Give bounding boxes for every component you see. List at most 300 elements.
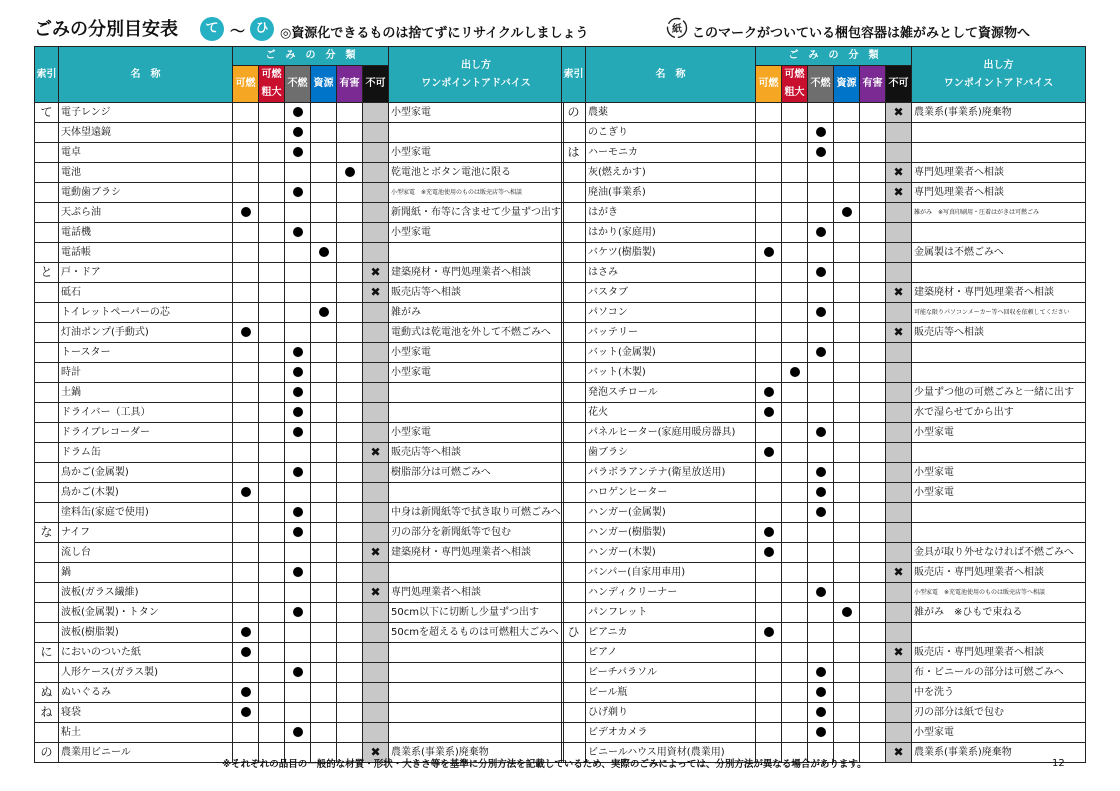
funen-mark-cell (808, 203, 834, 223)
yugai-mark-cell (860, 563, 886, 583)
yugai-mark-cell (337, 623, 363, 643)
table-row (562, 543, 1086, 563)
kanen-mark-cell (233, 143, 259, 163)
index-cell (35, 383, 59, 403)
index-cell (562, 663, 586, 683)
shigen-mark-cell (311, 183, 337, 203)
index-cell (35, 223, 59, 243)
dot-mark-icon (293, 347, 303, 357)
fuka-mark-cell (363, 523, 389, 543)
dot-mark-icon (241, 647, 251, 657)
yugai-mark-cell (337, 663, 363, 683)
funen-mark-cell (285, 143, 311, 163)
item-name: ドライバー（工具） (59, 403, 233, 423)
sodai-header: 可燃 粗大 (259, 66, 285, 103)
sodai-mark-cell (259, 603, 285, 623)
shigen-mark-cell (834, 663, 860, 683)
index-cell (562, 283, 586, 303)
yugai-mark-cell (337, 223, 363, 243)
kanen-header: 可燃 (233, 66, 259, 103)
index-cell (35, 343, 59, 363)
funen-mark-cell (808, 303, 834, 323)
advice-text: 農業系(事業系)廃棄物 (912, 743, 1086, 763)
item-name: パネルヒーター(家庭用暖房器具) (586, 423, 756, 443)
funen-mark-cell (808, 243, 834, 263)
dot-mark-icon (816, 427, 826, 437)
yugai-mark-cell (337, 323, 363, 343)
advice-text (389, 483, 564, 503)
advice-text: 雑がみ (389, 303, 564, 323)
funen-mark-cell (285, 303, 311, 323)
funen-mark-cell (808, 463, 834, 483)
fuka-mark-cell (363, 343, 389, 363)
funen-mark-cell (285, 543, 311, 563)
funen-mark-cell (808, 603, 834, 623)
fuka-mark-cell (363, 403, 389, 423)
item-name: 鍋 (59, 563, 233, 583)
fuka-mark-cell (886, 203, 912, 223)
fuka-mark-cell (886, 463, 912, 483)
shigen-header: 資源 (311, 66, 337, 103)
sodai-mark-cell (259, 463, 285, 483)
index-cell (35, 403, 59, 423)
yugai-mark-cell (860, 163, 886, 183)
item-name: 粘土 (59, 723, 233, 743)
advice-text (912, 443, 1086, 463)
kanen-mark-cell (233, 223, 259, 243)
dot-mark-icon (790, 367, 800, 377)
fuka-mark-cell (886, 303, 912, 323)
fuka-mark-cell (363, 443, 389, 463)
item-name: ビール瓶 (586, 683, 756, 703)
yugai-mark-cell (860, 623, 886, 643)
item-name: ドライブレコーダー (59, 423, 233, 443)
fuka-mark-cell (886, 623, 912, 643)
funen-mark-cell (285, 323, 311, 343)
yugai-mark-cell (860, 283, 886, 303)
fuka-mark-cell (363, 583, 389, 603)
kanen-mark-cell (756, 683, 782, 703)
advice-text (389, 563, 564, 583)
yugai-mark-cell (860, 323, 886, 343)
fuka-mark-cell (363, 103, 389, 123)
dot-mark-icon (816, 307, 826, 317)
yugai-mark-cell (860, 483, 886, 503)
range-tilde: ～ (230, 22, 246, 40)
item-name: パラボラアンテナ(衛星放送用) (586, 463, 756, 483)
kanen-mark-cell (756, 643, 782, 663)
yugai-mark-cell (337, 363, 363, 383)
shigen-mark-cell (311, 723, 337, 743)
kanen-mark-cell (233, 203, 259, 223)
advice-text (912, 263, 1086, 283)
fuka-mark-cell (886, 183, 912, 203)
item-name: ハンガー(金属製) (586, 503, 756, 523)
advice-text: 販売店等へ相談 (912, 323, 1086, 343)
advice-text: 小型家電 ※充電池使用のものは販売店等へ相談 (912, 583, 1086, 603)
kanen-mark-cell (756, 323, 782, 343)
yugai-mark-cell (860, 303, 886, 323)
fuka-mark-cell (886, 323, 912, 343)
yugai-mark-cell (337, 603, 363, 623)
yugai-mark-cell (860, 543, 886, 563)
fuka-mark-cell (886, 143, 912, 163)
fuka-mark-cell (886, 403, 912, 423)
sodai-mark-cell (782, 463, 808, 483)
index-cell (35, 243, 59, 263)
shigen-mark-cell (311, 163, 337, 183)
table-row (35, 523, 564, 543)
index-cell: ね (35, 703, 59, 723)
index-cell (35, 203, 59, 223)
item-name: はかり(家庭用) (586, 223, 756, 243)
item-name: 人形ケース(ガラス製) (59, 663, 233, 683)
sodai-header: 可燃 粗大 (782, 66, 808, 103)
kanen-mark-cell (756, 543, 782, 563)
yugai-header: 有害 (860, 66, 886, 103)
yugai-mark-cell (337, 523, 363, 543)
table-row (562, 423, 1086, 443)
index-cell (35, 723, 59, 743)
item-name: 灰(燃えかす) (586, 163, 756, 183)
sodai-mark-cell (782, 383, 808, 403)
x-mark-icon: ✖ (370, 745, 381, 759)
advice-text (912, 143, 1086, 163)
funen-mark-cell (808, 583, 834, 603)
item-name: 鳥かご(金属製) (59, 463, 233, 483)
sodai-mark-cell (259, 343, 285, 363)
funen-mark-cell (285, 443, 311, 463)
yugai-mark-cell (337, 483, 363, 503)
kanen-mark-cell (756, 443, 782, 463)
funen-mark-cell (808, 483, 834, 503)
yugai-mark-cell (860, 443, 886, 463)
svg-text:紙: 紙 (672, 24, 682, 35)
kanen-mark-cell (756, 163, 782, 183)
sodai-mark-cell (782, 503, 808, 523)
yugai-mark-cell (860, 343, 886, 363)
kanen-mark-cell (233, 423, 259, 443)
item-name: 戸・ドア (59, 263, 233, 283)
advice-text (389, 243, 564, 263)
kanen-mark-cell (233, 523, 259, 543)
shigen-mark-cell (834, 623, 860, 643)
item-name: ビニールハウス用資材(農業用) (586, 743, 756, 763)
kanen-mark-cell (233, 643, 259, 663)
yugai-mark-cell (337, 503, 363, 523)
table-row (35, 603, 564, 623)
fuka-mark-cell (886, 443, 912, 463)
index-cell (562, 723, 586, 743)
item-name: 波板(樹脂製) (59, 623, 233, 643)
kanen-mark-cell (233, 163, 259, 183)
yugai-mark-cell (860, 223, 886, 243)
table-row (35, 203, 564, 223)
funen-mark-cell (285, 203, 311, 223)
shigen-mark-cell (311, 483, 337, 503)
shigen-mark-cell (311, 383, 337, 403)
yugai-mark-cell (860, 403, 886, 423)
advice-text: 新聞紙・布等に含ませて少量ずつ出す (389, 203, 564, 223)
fuka-mark-cell (363, 203, 389, 223)
kanen-mark-cell (233, 683, 259, 703)
funen-mark-cell (808, 143, 834, 163)
advice-header: 出し方 ワンポイントアドバイス (389, 47, 564, 103)
fuka-mark-cell (886, 703, 912, 723)
advice-text: 電動式は乾電池を外して不燃ごみへ (389, 323, 564, 343)
kanen-mark-cell (233, 463, 259, 483)
shigen-mark-cell (834, 483, 860, 503)
shigen-mark-cell (311, 503, 337, 523)
sodai-mark-cell (259, 143, 285, 163)
advice-text (389, 723, 564, 743)
shigen-mark-cell (311, 683, 337, 703)
dot-mark-icon (816, 227, 826, 237)
index-cell: と (35, 263, 59, 283)
fuka-mark-cell (886, 563, 912, 583)
index-cell (562, 703, 586, 723)
dot-mark-icon (764, 547, 774, 557)
advice-text: 専門処理業者へ相談 (912, 163, 1086, 183)
sodai-mark-cell (259, 683, 285, 703)
sodai-mark-cell (782, 643, 808, 663)
dot-mark-icon (816, 467, 826, 477)
fuka-mark-cell (886, 543, 912, 563)
funen-mark-cell (285, 403, 311, 423)
table-row (35, 363, 564, 383)
fuka-mark-cell (363, 503, 389, 523)
shigen-mark-cell (311, 523, 337, 543)
sodai-mark-cell (259, 483, 285, 503)
kanen-header: 可燃 (756, 66, 782, 103)
yugai-mark-cell (860, 603, 886, 623)
funen-mark-cell (808, 443, 834, 463)
yugai-mark-cell (860, 583, 886, 603)
advice-text: 小型家電 (389, 343, 564, 363)
table-row (35, 243, 564, 263)
kanen-mark-cell (233, 103, 259, 123)
shigen-mark-cell (834, 383, 860, 403)
kanen-mark-cell (233, 343, 259, 363)
kanen-mark-cell (756, 283, 782, 303)
index-cell (35, 423, 59, 443)
funen-mark-cell (285, 503, 311, 523)
item-name: ハンディクリーナー (586, 583, 756, 603)
sodai-mark-cell (782, 403, 808, 423)
fuka-mark-cell (363, 183, 389, 203)
sodai-mark-cell (259, 163, 285, 183)
dot-mark-icon (293, 527, 303, 537)
item-name: 電子レンジ (59, 103, 233, 123)
shigen-mark-cell (834, 143, 860, 163)
sodai-mark-cell (782, 423, 808, 443)
item-name: 電卓 (59, 143, 233, 163)
index-cell (35, 283, 59, 303)
funen-mark-cell (285, 563, 311, 583)
kanen-mark-cell (233, 263, 259, 283)
advice-text: 小型家電 (912, 463, 1086, 483)
yugai-mark-cell (337, 563, 363, 583)
x-mark-icon: ✖ (893, 325, 904, 339)
x-mark-icon: ✖ (893, 565, 904, 579)
x-mark-icon: ✖ (370, 585, 381, 599)
funen-mark-cell (808, 523, 834, 543)
item-name: 歯ブラシ (586, 443, 756, 463)
dot-mark-icon (293, 147, 303, 157)
item-name: ハンガー(木製) (586, 543, 756, 563)
sodai-mark-cell (259, 643, 285, 663)
page-number: 12 (1052, 758, 1065, 769)
item-name: バスタブ (586, 283, 756, 303)
index-cell (562, 583, 586, 603)
dot-mark-icon (816, 147, 826, 157)
fuka-mark-cell (363, 363, 389, 383)
sodai-mark-cell (259, 443, 285, 463)
table-row (35, 123, 564, 143)
dot-mark-icon (816, 707, 826, 717)
fuka-mark-cell (363, 683, 389, 703)
funen-mark-cell (285, 423, 311, 443)
yugai-mark-cell (860, 383, 886, 403)
item-name: 農業用ビニール (59, 743, 233, 763)
index-header: 索引 (562, 47, 586, 103)
index-cell (35, 483, 59, 503)
dot-mark-icon (764, 407, 774, 417)
dot-mark-icon (816, 727, 826, 737)
sodai-mark-cell (259, 183, 285, 203)
table-row (562, 583, 1086, 603)
kanen-mark-cell (756, 423, 782, 443)
funen-mark-cell (285, 683, 311, 703)
advice-text: 販売店等へ相談 (389, 283, 564, 303)
kanen-mark-cell (756, 483, 782, 503)
index-cell (562, 163, 586, 183)
kanen-mark-cell (756, 303, 782, 323)
item-name: 電池 (59, 163, 233, 183)
dot-mark-icon (764, 527, 774, 537)
dot-mark-icon (241, 327, 251, 337)
funen-mark-cell (285, 103, 311, 123)
table-row (562, 563, 1086, 583)
yugai-mark-cell (860, 203, 886, 223)
dot-mark-icon (345, 167, 355, 177)
item-name: 発泡スチロール (586, 383, 756, 403)
advice-text (912, 523, 1086, 543)
kanen-mark-cell (756, 123, 782, 143)
funen-mark-cell (285, 623, 311, 643)
table-row (562, 323, 1086, 343)
item-name: 時計 (59, 363, 233, 383)
dot-mark-icon (293, 127, 303, 137)
yugai-mark-cell (860, 643, 886, 663)
item-name: 電話帳 (59, 243, 233, 263)
index-cell (35, 663, 59, 683)
dot-mark-icon (816, 587, 826, 597)
kanen-mark-cell (233, 363, 259, 383)
yugai-mark-cell (860, 663, 886, 683)
kanen-mark-cell (233, 243, 259, 263)
item-name: ドラム缶 (59, 443, 233, 463)
advice-text: 中を洗う (912, 683, 1086, 703)
kanen-mark-cell (233, 403, 259, 423)
item-name: トイレットペーパーの芯 (59, 303, 233, 323)
advice-text: 雑がみ ※写真印刷用・圧着はがきは可燃ごみ (912, 203, 1086, 223)
dot-mark-icon (241, 207, 251, 217)
sodai-mark-cell (259, 723, 285, 743)
shigen-mark-cell (311, 443, 337, 463)
funen-mark-cell (285, 723, 311, 743)
kanen-mark-cell (233, 623, 259, 643)
table-row (35, 163, 564, 183)
item-name: 花火 (586, 403, 756, 423)
table-row (562, 503, 1086, 523)
dot-mark-icon (293, 467, 303, 477)
table-row (562, 623, 1086, 643)
fuka-mark-cell (886, 583, 912, 603)
index-cell (35, 323, 59, 343)
kanen-mark-cell (756, 223, 782, 243)
fuka-mark-cell (363, 163, 389, 183)
sodai-mark-cell (259, 663, 285, 683)
funen-mark-cell (808, 223, 834, 243)
shigen-mark-cell (311, 243, 337, 263)
fuka-mark-cell (886, 363, 912, 383)
funen-mark-cell (808, 103, 834, 123)
sodai-mark-cell (782, 143, 808, 163)
kanen-mark-cell (233, 703, 259, 723)
fuka-mark-cell (886, 663, 912, 683)
funen-mark-cell (285, 283, 311, 303)
index-cell (562, 643, 586, 663)
table-row (562, 263, 1086, 283)
sodai-mark-cell (782, 243, 808, 263)
shigen-mark-cell (834, 503, 860, 523)
fuka-mark-cell (363, 263, 389, 283)
table-row (35, 403, 564, 423)
shigen-mark-cell (311, 123, 337, 143)
kanen-mark-cell (756, 363, 782, 383)
yugai-mark-cell (860, 463, 886, 483)
dot-mark-icon (319, 247, 329, 257)
sodai-mark-cell (782, 543, 808, 563)
sodai-mark-cell (259, 583, 285, 603)
dot-mark-icon (293, 187, 303, 197)
item-name: パンフレット (586, 603, 756, 623)
shigen-mark-cell (311, 423, 337, 443)
sodai-mark-cell (782, 623, 808, 643)
kanen-mark-cell (233, 283, 259, 303)
shigen-mark-cell (834, 323, 860, 343)
funen-mark-cell (285, 163, 311, 183)
funen-mark-cell (285, 363, 311, 383)
sodai-mark-cell (259, 223, 285, 243)
advice-text (389, 703, 564, 723)
kanen-mark-cell (756, 343, 782, 363)
index-cell (35, 363, 59, 383)
shigen-mark-cell (311, 543, 337, 563)
fuka-mark-cell (363, 243, 389, 263)
advice-text: 建築廃材・専門処理業者へ相談 (912, 283, 1086, 303)
fuka-mark-cell (363, 463, 389, 483)
yugai-mark-cell (860, 103, 886, 123)
fuka-mark-cell (886, 483, 912, 503)
funen-mark-cell (808, 423, 834, 443)
yugai-mark-cell (860, 683, 886, 703)
table-row (562, 403, 1086, 423)
funen-header: 不燃 (808, 66, 834, 103)
table-row (35, 563, 564, 583)
dot-mark-icon (764, 447, 774, 457)
